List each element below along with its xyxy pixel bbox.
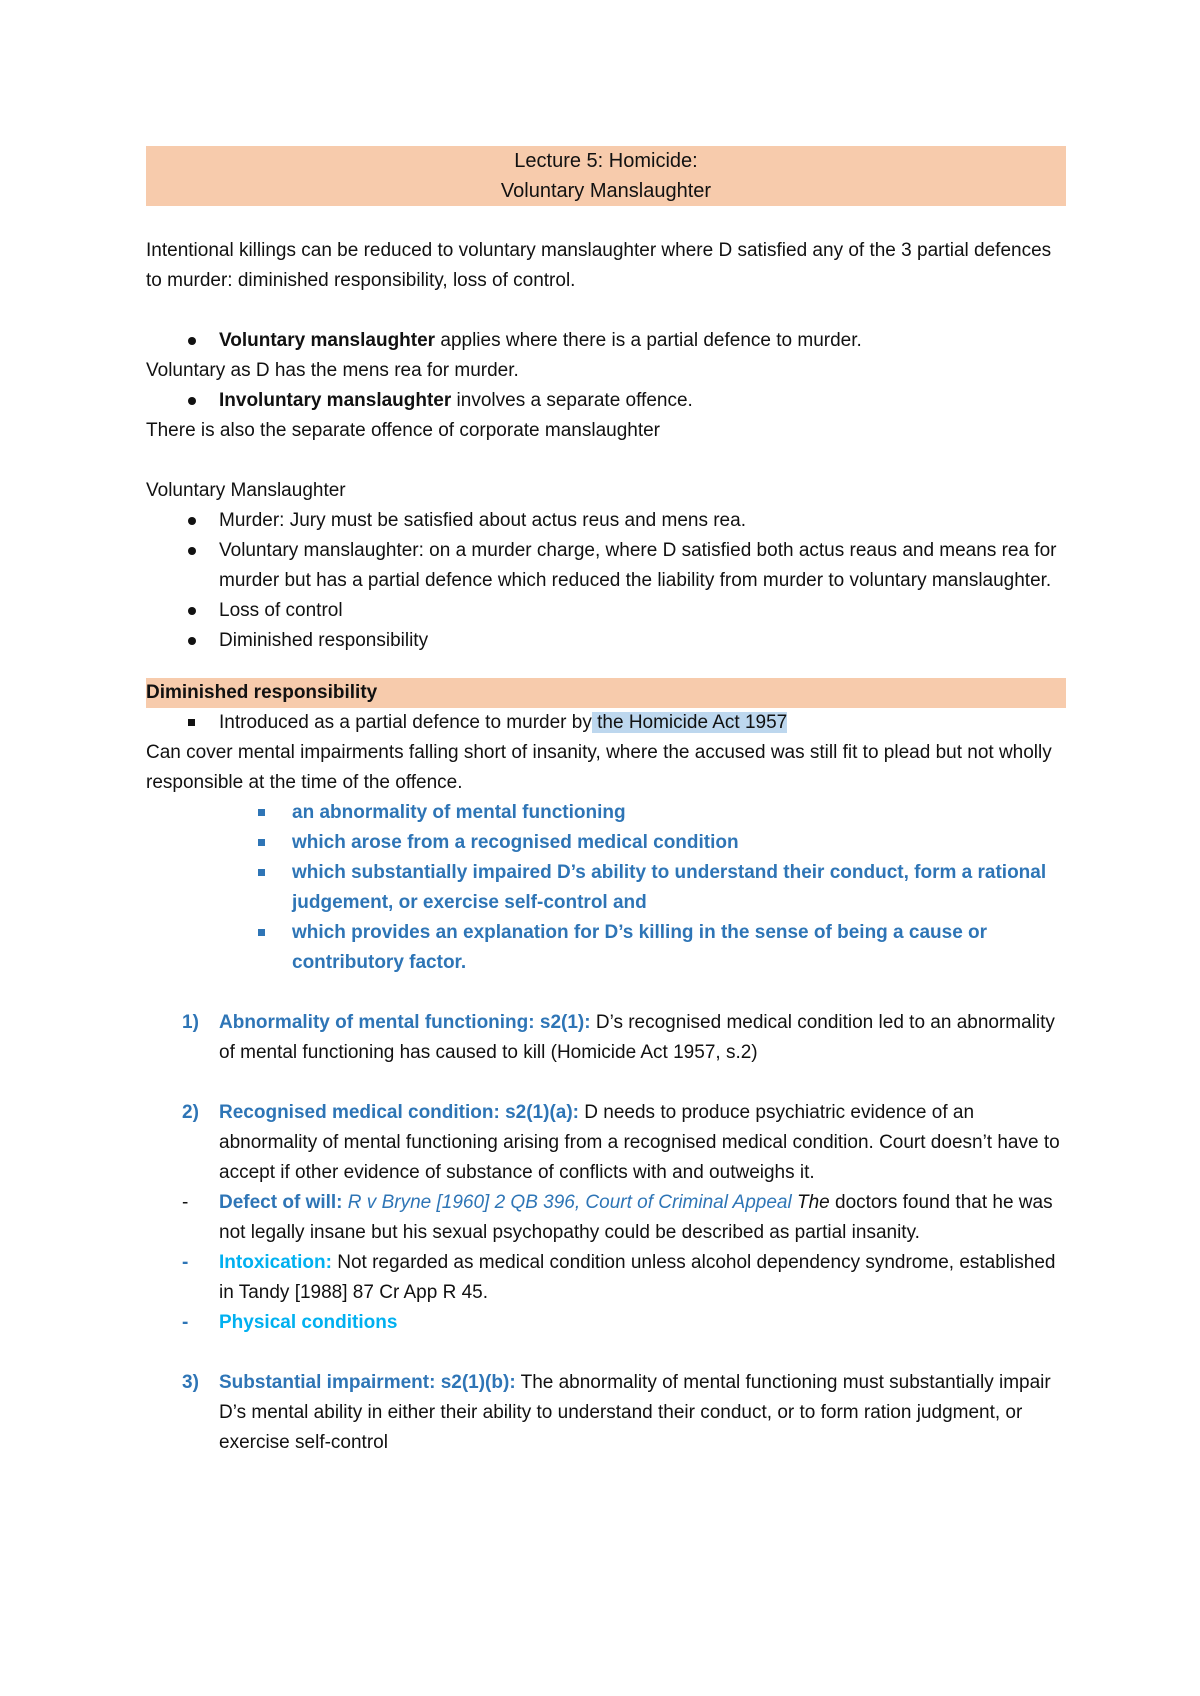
case-citation: R v Bryne [1960] 2 QB 396, Court of Criminal Appeal (342, 1192, 792, 1213)
involuntary-manslaughter-term: Involuntary manslaughter (219, 390, 452, 411)
numbered-point-1 (146, 1008, 1066, 1068)
lecture-subtitle: Voluntary Manslaughter (500, 180, 712, 202)
numbered-point-2 (146, 1098, 1066, 1188)
list-item: - Physical conditions (182, 1312, 398, 1333)
list-item: Involuntary manslaughter involves a separate offence. (146, 386, 1066, 416)
intro-paragraph: Intentional killings can be reduced to voluntary manslaughter where D satisfied any of the 3 partial defences to murder: diminished responsibility, loss of control. (146, 240, 1052, 291)
voluntary-note: Voluntary as D has the mens rea for murder. (146, 360, 519, 381)
list-item: Loss of control (146, 596, 1066, 626)
list-item: Murder: Jury must be satisfied about actus reus and mens rea. (146, 506, 1066, 536)
list-item: which provides an explanation for D’s killing in the sense of being a cause or contributory factor. (146, 918, 1066, 978)
dr-heading: Diminished responsibility (146, 678, 1066, 708)
vm-heading: Voluntary Manslaughter (146, 480, 346, 501)
list-item: - Intoxication: Not regarded as medical condition unless alcohol dependency syndrome, established in Tandy [1988] 87 Cr App R 45. (182, 1252, 1056, 1303)
list-item: which arose from a recognised medical condition (146, 828, 1066, 858)
voluntary-manslaughter-term: Voluntary manslaughter (219, 330, 436, 351)
list-item: Voluntary manslaughter applies where there is a partial defence to murder. (146, 326, 1066, 356)
sub-points-list (146, 1188, 1066, 1338)
manslaughter-types-list (146, 326, 1066, 356)
numbered-point-3 (146, 1368, 1066, 1458)
list-item: which substantially impaired D’s ability to understand their conduct, form a rational judgement, or exercise self-control and (146, 858, 1066, 918)
list-item: 3) Substantial impairment: s2(1)(b): The abnormality of mental functioning must substantially impair D’s mental ability in either their ability to understand their conduct, or to form ration judgment, or exercise self-control (182, 1372, 1051, 1453)
vm-list (146, 506, 1066, 656)
list-item: - Defect of will: R v Bryne [1960] 2 QB 396, Court of Criminal Appeal The doctors found that he was not legally insane but his sexual psychopathy could be described as partial insanity. (182, 1192, 1053, 1243)
list-item: Voluntary manslaughter: on a murder charge, where D satisfied both actus reaus and means rea for murder but has a partial defence which reduced the liability from murder to voluntary manslaughter. (146, 536, 1066, 596)
list-item: Introduced as a partial defence to murder by the Homicide Act 1957 (146, 708, 1066, 738)
dr-criteria-list (146, 798, 1066, 978)
homicide-act-highlight: the Homicide Act 1957 (591, 712, 788, 733)
corporate-note: There is also the separate offence of corporate manslaughter (146, 420, 661, 441)
list-item: Diminished responsibility (146, 626, 1066, 656)
dr-cover-text: Can cover mental impairments falling short of insanity, where the accused was still fit to plead but not wholly responsible at the time of the offence. (146, 742, 1052, 793)
list-item: an abnormality of mental functioning (146, 798, 1066, 828)
lecture-title-box (146, 146, 1066, 206)
list-item: 1) Abnormality of mental functioning: s2(1): D’s recognised medical condition led to an abnormality of mental functioning has caused to kill (Homicide Act 1957, s.2) (182, 1012, 1055, 1063)
list-item: 2) Recognised medical condition: s2(1)(a): D needs to produce psychiatric evidence of an abnormality of mental functioning arising from a recognised medical condition. Court doesn’t have to accept if other evidence of substance of conflicts with and outweighs it. (182, 1102, 1060, 1183)
document-content (146, 146, 1066, 1458)
lecture-title: Lecture 5: Homicide: (514, 150, 698, 172)
